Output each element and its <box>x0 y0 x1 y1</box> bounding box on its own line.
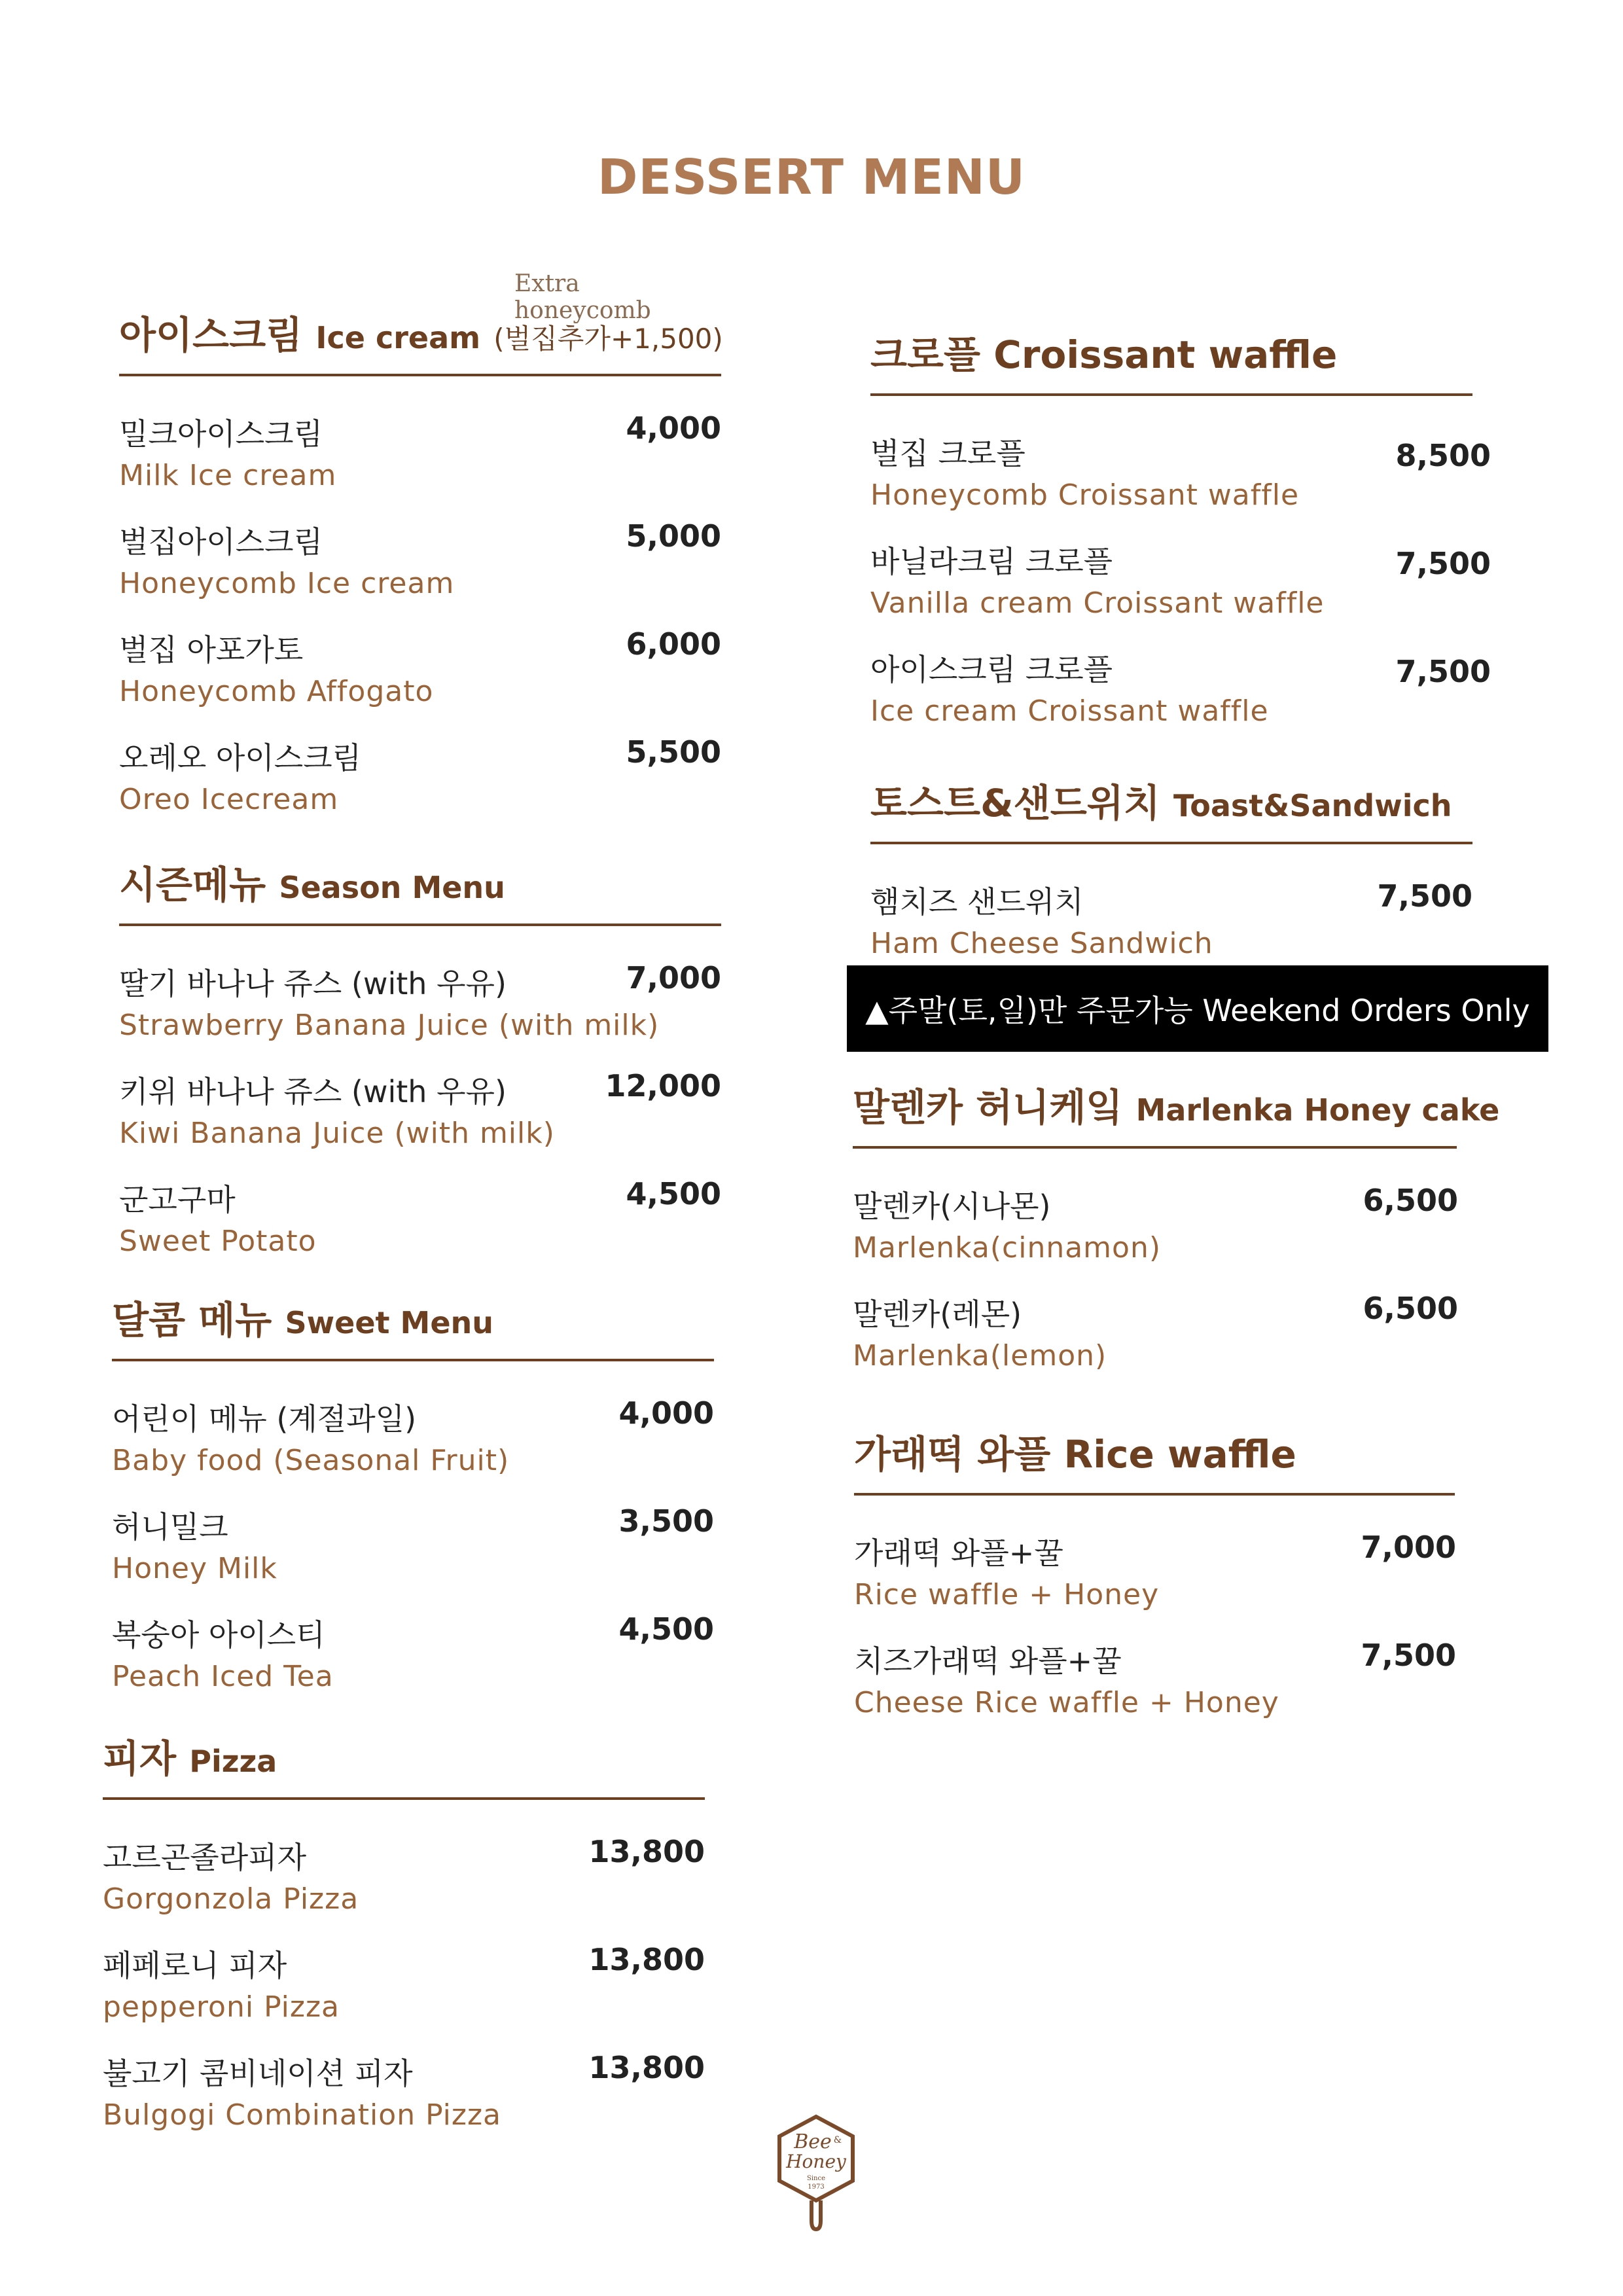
item-name-ko: 복숭아 아이스티 <box>112 1617 325 1653</box>
item-name-ko: 벌집 아포가토 <box>119 632 304 668</box>
heading-note: (벌집추가+1,500) <box>493 323 723 355</box>
item-name-ko: 딸기 바나나 쥬스 (with 우유) <box>119 966 507 1001</box>
item-name-en: Honeycomb Croissant waffle <box>870 478 1300 512</box>
heading-ko: 말렌카 허니케잌 <box>853 1085 1123 1130</box>
section-divider <box>112 1359 714 1361</box>
item-name-en: Ham Cheese Sandwich <box>870 927 1213 960</box>
menu-item <box>119 1176 721 1258</box>
menu-item <box>119 1068 721 1150</box>
logo-honey-drip <box>812 2200 821 2229</box>
weekend-notice-banner: ▲주말(토,일)만 주문가능 Weekend Orders Only <box>847 965 1548 1052</box>
item-name-en: Cheese Rice waffle + Honey <box>854 1686 1279 1719</box>
section-divider <box>854 1493 1455 1496</box>
section-heading <box>103 1728 705 1783</box>
item-name-ko: 고르곤졸라피자 <box>103 1840 307 1875</box>
menu-item <box>119 734 721 816</box>
section-sweet <box>112 1289 714 1693</box>
section-divider <box>853 1146 1457 1149</box>
item-price: 3,500 <box>618 1503 714 1539</box>
item-price: 12,000 <box>605 1068 721 1103</box>
bee-honey-logo-icon <box>774 2113 859 2237</box>
logo-text-amp: & <box>833 2135 842 2145</box>
section-heading <box>119 854 721 909</box>
item-price: 7,500 <box>1395 654 1491 689</box>
item-name-ko: 벌집아이스크림 <box>119 524 323 560</box>
item-price: 13,800 <box>588 1942 705 1977</box>
item-name-ko: 아이스크림 크로플 <box>870 652 1113 687</box>
menu-item <box>112 1395 714 1477</box>
item-price: 7,500 <box>1361 1638 1456 1673</box>
item-price: 13,800 <box>588 2050 705 2085</box>
item-name-en: Marlenka(cinnamon) <box>853 1231 1162 1265</box>
section-season <box>119 854 721 1258</box>
section-croffle <box>870 324 1491 728</box>
item-price: 6,500 <box>1363 1291 1458 1326</box>
extra-honeycomb-note: Extra honeycomb <box>514 270 651 324</box>
item-name-ko: 말렌카(시나몬) <box>853 1189 1051 1224</box>
item-name-ko: 허니밀크 <box>112 1509 228 1545</box>
item-price: 6,500 <box>1363 1183 1458 1218</box>
heading-ko: 크로플 <box>870 332 981 377</box>
item-name-en: Baby food (Seasonal Fruit) <box>112 1444 510 1477</box>
item-price: 7,000 <box>626 960 721 996</box>
section-heading <box>112 1289 714 1344</box>
item-name-en: Kiwi Banana Juice (with milk) <box>119 1117 555 1150</box>
section-icecream <box>119 272 721 816</box>
item-name-ko: 햄치즈 샌드위치 <box>870 884 1084 920</box>
item-name-ko: 치즈가래떡 와플+꿀 <box>854 1643 1122 1679</box>
item-price: 7,500 <box>1377 878 1472 914</box>
item-price: 4,500 <box>626 1176 721 1211</box>
item-name-en: Rice waffle + Honey <box>854 1578 1160 1611</box>
item-price: 13,800 <box>588 1834 705 1869</box>
heading-ko: 토스트&샌드위치 <box>870 781 1160 825</box>
item-name-en: Marlenka(lemon) <box>853 1339 1107 1372</box>
item-name-ko: 벌집 크로플 <box>870 436 1026 471</box>
heading-en: Pizza <box>189 1744 277 1779</box>
menu-item <box>119 960 721 1042</box>
item-name-ko: 키위 바나나 쥬스 (with 우유) <box>119 1074 507 1109</box>
menu-item <box>870 430 1491 512</box>
logo-text-honey: Honey <box>786 2151 846 2172</box>
menu-item <box>119 518 721 600</box>
page-title: DESSERT MENU <box>597 149 1026 206</box>
item-name-ko: 말렌카(레몬) <box>853 1297 1022 1332</box>
section-pizza <box>103 1728 705 2132</box>
item-name-en: Gorgonzola Pizza <box>103 1882 359 1916</box>
item-name-ko: 바닐라크림 크로플 <box>870 544 1113 579</box>
section-toast <box>870 772 1472 960</box>
heading-en: Marlenka Honey cake <box>1135 1092 1500 1128</box>
menu-item <box>870 538 1491 620</box>
section-rice-waffle <box>854 1424 1456 1719</box>
item-price: 4,000 <box>618 1395 714 1431</box>
section-heading <box>854 1424 1456 1479</box>
menu-item <box>853 1291 1458 1372</box>
heading-en: Season Menu <box>279 870 505 905</box>
item-name-en: Oreo Icecream <box>119 783 339 816</box>
item-name-en: Honeycomb Ice cream <box>119 567 455 600</box>
heading-ko: 피자 <box>103 1736 177 1781</box>
menu-item <box>854 1530 1456 1611</box>
item-price: 7,500 <box>1395 546 1491 581</box>
menu-item <box>103 1834 705 1916</box>
item-name-en: Milk Ice cream <box>119 459 337 492</box>
menu-item <box>103 2050 705 2132</box>
item-price: 8,500 <box>1395 438 1491 473</box>
item-name-en: Peach Iced Tea <box>112 1660 334 1693</box>
section-divider <box>870 842 1472 844</box>
heading-ko: 시즌메뉴 <box>119 863 266 907</box>
item-price: 7,000 <box>1361 1530 1456 1565</box>
section-heading <box>870 772 1472 827</box>
item-price: 5,000 <box>626 518 721 554</box>
item-name-en: Vanilla cream Croissant waffle <box>870 586 1325 620</box>
section-marlenka <box>853 1077 1500 1372</box>
logo-text-bee: Bee <box>794 2130 832 2153</box>
heading-en: Croissant waffle <box>993 332 1338 377</box>
item-price: 5,500 <box>626 734 721 770</box>
section-heading <box>853 1077 1500 1132</box>
item-name-en: pepperoni Pizza <box>103 1990 340 2024</box>
heading-ko: 달콤 메뉴 <box>112 1298 272 1342</box>
section-divider <box>119 374 721 376</box>
menu-item <box>119 410 721 492</box>
item-price: 6,000 <box>626 626 721 662</box>
heading-en: Rice waffle <box>1063 1432 1296 1477</box>
heading-ko: 가래떡 와플 <box>854 1432 1051 1477</box>
item-name-ko: 불고기 콤비네이션 피자 <box>103 2056 413 2091</box>
item-name-en: Strawberry Banana Juice (with milk) <box>119 1009 660 1042</box>
menu-item <box>853 1183 1458 1265</box>
heading-en: Ice cream <box>315 320 481 355</box>
heading-en: Sweet Menu <box>285 1305 494 1340</box>
item-name-ko: 어린이 메뉴 (계절과일) <box>112 1401 417 1437</box>
item-name-ko: 밀크아이스크림 <box>119 416 323 452</box>
item-name-ko: 가래떡 와플+꿀 <box>854 1535 1063 1571</box>
item-name-en: Honeycomb Affogato <box>119 675 434 708</box>
item-name-en: Sweet Potato <box>119 1225 317 1258</box>
heading-en: Toast&Sandwich <box>1173 788 1452 823</box>
section-divider <box>870 393 1472 396</box>
item-name-ko: 페페로니 피자 <box>103 1948 287 1983</box>
section-heading <box>870 324 1491 379</box>
item-name-en: Ice cream Croissant waffle <box>870 694 1269 728</box>
logo-text-since: Since <box>806 2175 826 2182</box>
logo-text-year: 1973 <box>808 2183 825 2191</box>
menu-item <box>112 1503 714 1585</box>
menu-item <box>870 878 1472 960</box>
item-name-en: Bulgogi Combination Pizza <box>103 2098 502 2132</box>
menu-item <box>854 1638 1456 1719</box>
item-name-en: Honey Milk <box>112 1552 277 1585</box>
menu-item <box>870 646 1491 728</box>
item-name-ko: 군고구마 <box>119 1182 236 1217</box>
item-name-ko: 오레오 아이스크림 <box>119 740 362 776</box>
section-heading <box>119 272 721 359</box>
section-divider <box>103 1797 705 1800</box>
heading-ko: 아이스크림 <box>119 313 303 357</box>
item-price: 4,000 <box>626 410 721 446</box>
section-divider <box>119 924 721 926</box>
menu-item <box>112 1611 714 1693</box>
menu-item <box>103 1942 705 2024</box>
menu-item <box>119 626 721 708</box>
item-price: 4,500 <box>618 1611 714 1647</box>
